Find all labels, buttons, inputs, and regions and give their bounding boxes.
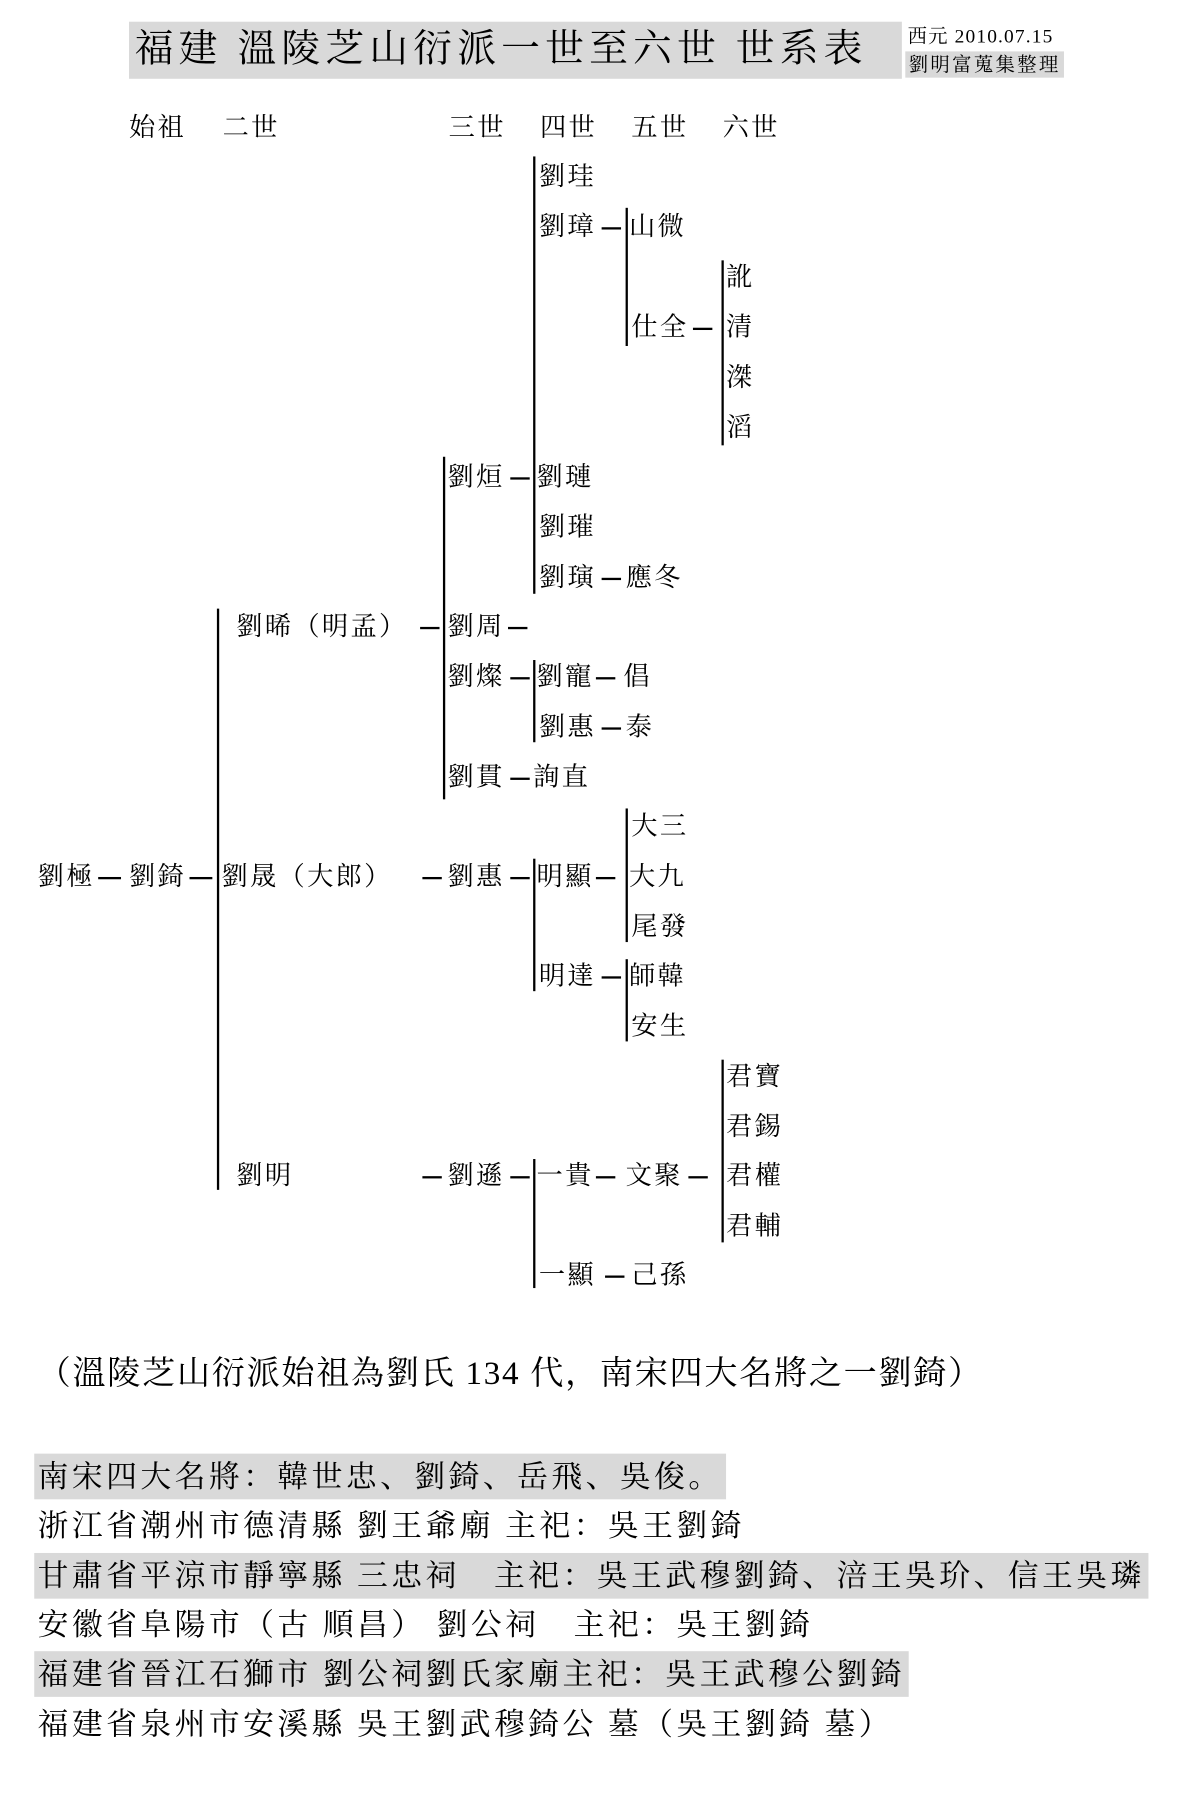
- connector-line: [602, 578, 621, 580]
- person-node: 劉烜: [447, 462, 505, 492]
- date-label: 西元 2010.07.15: [907, 25, 1054, 47]
- person-node: 大九: [629, 862, 687, 891]
- founder-note: （溫陵芝山衍派始祖為劉氏 134 代，南宋四大名將之一劉錡）: [37, 1355, 983, 1392]
- generation-header-6: 六世: [722, 113, 780, 142]
- person-node: 劉寵: [536, 662, 594, 691]
- connector-line: [688, 1176, 707, 1178]
- person-node: 一貴: [536, 1161, 594, 1190]
- person-node: 滔: [726, 413, 755, 442]
- person-node: 明達: [538, 961, 596, 991]
- person-node: 劉璀: [538, 512, 596, 542]
- branch-line: [533, 660, 535, 742]
- reference-line: 浙江省潮州市德清縣 劉王爺廟 主祀：吳王劉錡: [37, 1508, 745, 1543]
- connector-line: [420, 627, 439, 629]
- connector-line: [693, 328, 712, 330]
- connector-line: [510, 477, 529, 479]
- person-node: 己孫: [631, 1260, 689, 1290]
- person-node: 清: [726, 312, 755, 342]
- connector-line: [602, 727, 621, 729]
- branch-line: [626, 808, 628, 942]
- connector-line: [602, 227, 621, 229]
- branch-line: [533, 1159, 535, 1288]
- person-node: 滐: [726, 363, 755, 392]
- person-node: 劉珪: [538, 162, 596, 191]
- connector-line: [510, 677, 529, 679]
- person-node: 劉惠: [538, 712, 596, 742]
- person-node: 君錫: [726, 1112, 784, 1141]
- branch-line: [721, 1060, 723, 1243]
- reference-line: 甘肅省平涼市靜寧縣 三忠祠 主祀：吳王武穆劉錡、涪王吳玠、信王吳璘: [34, 1553, 1148, 1599]
- person-node: 劉晞（明孟）: [236, 612, 408, 641]
- person-node: 劉璉: [536, 462, 594, 492]
- generation-header-5: 五世: [631, 113, 689, 142]
- branch-line: [533, 156, 535, 593]
- generation-header-founder: 始祖: [129, 113, 187, 142]
- person-node: 劉遜: [447, 1161, 505, 1190]
- person-node: 君輔: [726, 1211, 784, 1241]
- person-node: 文聚: [625, 1161, 683, 1190]
- person-node: 明顯: [536, 862, 594, 891]
- connector-line: [596, 877, 615, 879]
- connector-line: [510, 778, 529, 780]
- connector-line: [596, 677, 615, 679]
- compiler-label: 劉明富蒐集整理: [905, 51, 1064, 77]
- connector-line: [422, 1176, 441, 1178]
- person-node: 山微: [629, 212, 687, 241]
- person-node: 劉錡: [129, 862, 187, 891]
- person-node: 仕全: [631, 312, 689, 342]
- person-node: 劉周: [447, 612, 505, 641]
- branch-line: [626, 959, 628, 1041]
- connector-line: [190, 877, 213, 879]
- connector-line: [510, 877, 529, 879]
- connector-line: [602, 976, 621, 978]
- reference-line: 南宋四大名將：韓世忠、劉錡、岳飛、吳俊。: [34, 1454, 726, 1500]
- person-node: 劉燦: [447, 662, 505, 691]
- person-node: 師韓: [629, 961, 687, 991]
- person-node: 泰: [625, 712, 655, 742]
- branch-line: [217, 609, 219, 1190]
- person-node: 劉晟（大郎）: [221, 862, 393, 891]
- reference-line: 福建省泉州市安溪縣 吳王劉武穆錡公 墓（吳王劉錡 墓）: [37, 1707, 894, 1742]
- person-node: 一顯: [538, 1260, 596, 1290]
- person-node: 詢直: [533, 762, 591, 792]
- person-node: 君寶: [726, 1061, 784, 1091]
- branch-line: [443, 457, 445, 800]
- connector-line: [422, 877, 441, 879]
- branch-line: [626, 208, 628, 346]
- generation-header-3: 三世: [448, 113, 506, 142]
- branch-line: [533, 859, 535, 991]
- connector-line: [510, 1176, 529, 1178]
- connector-line: [605, 1276, 624, 1278]
- person-node: 大三: [631, 811, 689, 841]
- person-node: 尾發: [631, 912, 689, 941]
- person-node: 君權: [726, 1161, 784, 1190]
- person-node: 劉貫: [447, 762, 505, 792]
- connector-line: [596, 1176, 615, 1178]
- person-node: 劉璌: [538, 562, 596, 592]
- person-node: 應冬: [625, 562, 683, 592]
- person-node: 劉璋: [538, 212, 596, 241]
- generation-header-2: 二世: [222, 113, 280, 142]
- reference-line: 安徽省阜陽市（古 順昌） 劉公祠 主祀：吳王劉錡: [37, 1607, 814, 1643]
- page-title: 福建 溫陵芝山衍派一世至六世 世系表: [129, 22, 902, 79]
- connector-line: [508, 627, 527, 629]
- person-node: 劉極: [37, 862, 95, 891]
- connector-line: [98, 877, 121, 879]
- branch-line: [721, 260, 723, 445]
- person-node: 劉惠: [447, 862, 505, 891]
- generation-header-4: 四世: [539, 113, 598, 142]
- person-node: 劉明: [236, 1161, 294, 1190]
- reference-line: 福建省晉江石獅市 劉公祠劉氏家廟主祀：吳王武穆公劉錡: [34, 1651, 908, 1697]
- person-node: 訛: [726, 262, 755, 292]
- person-node: 安生: [631, 1011, 689, 1041]
- person-node: 倡: [623, 662, 652, 691]
